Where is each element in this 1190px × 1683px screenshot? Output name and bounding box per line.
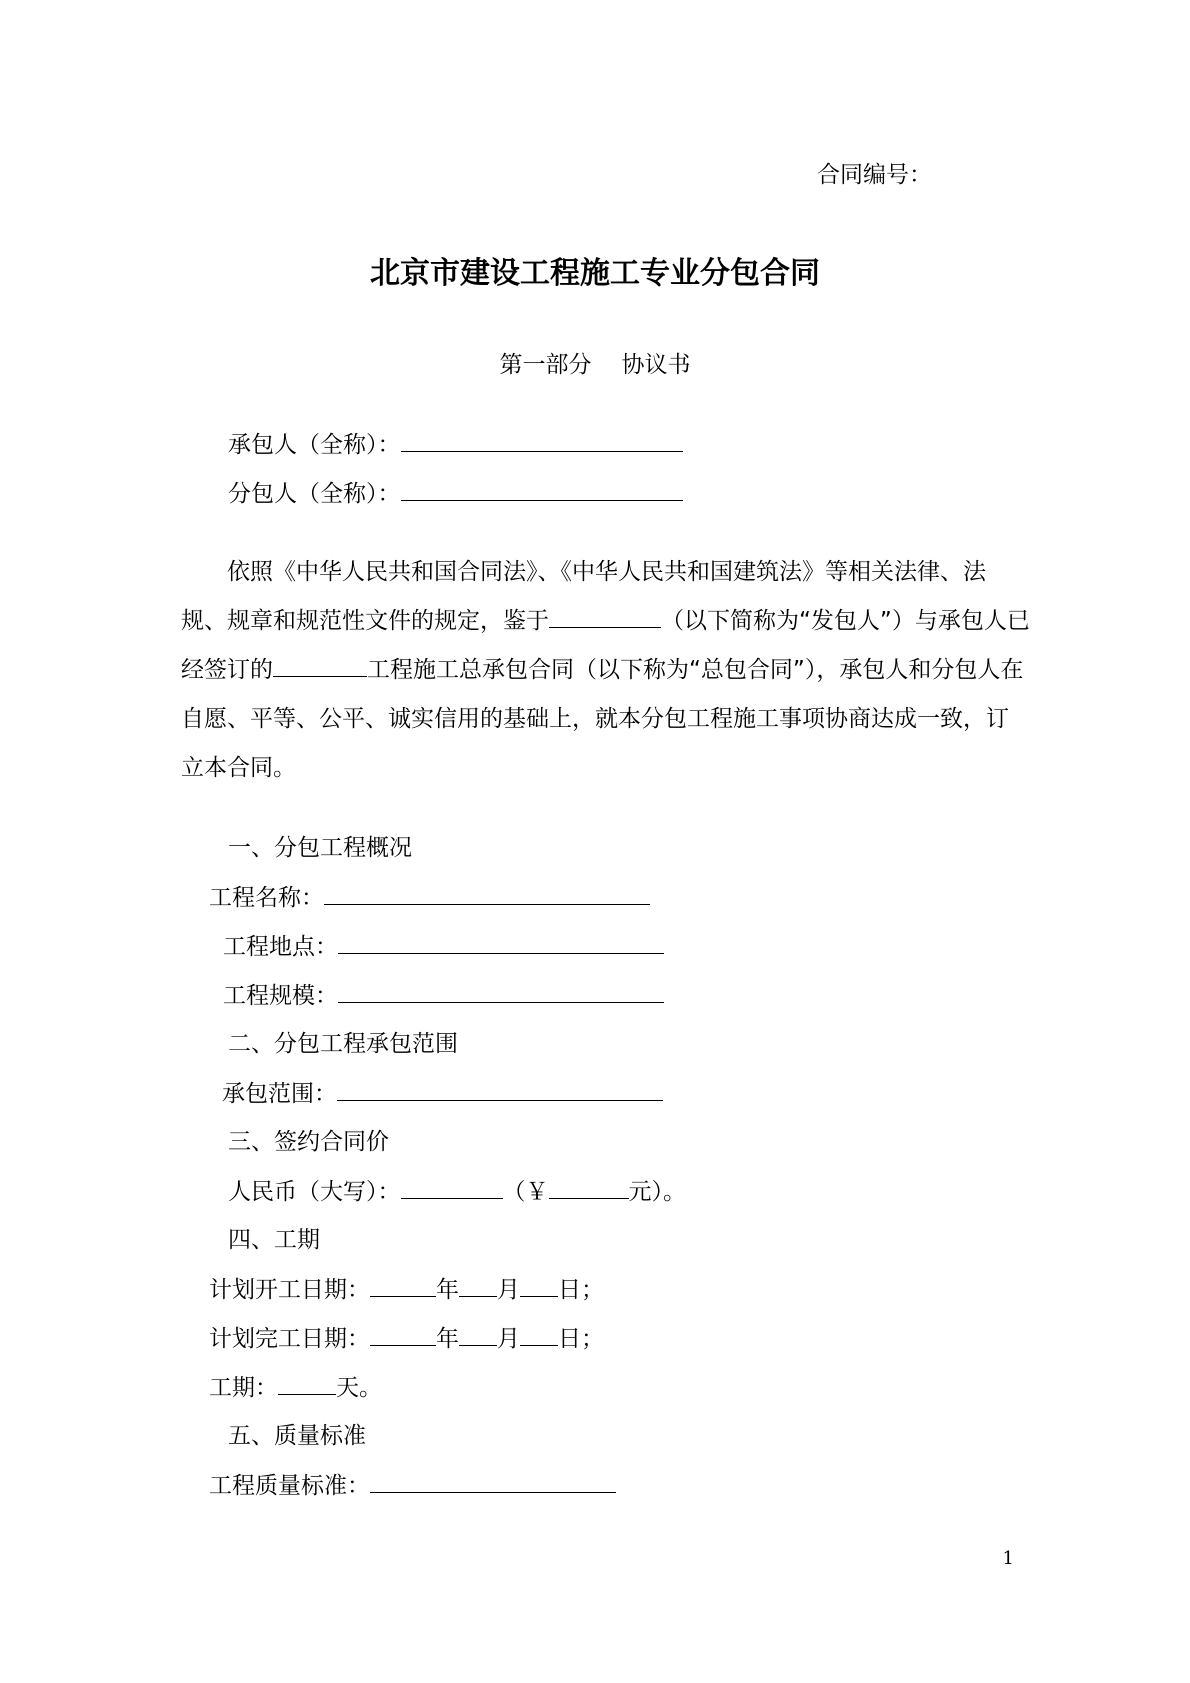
project-scale-blank[interactable] [338, 980, 664, 1003]
intro-text-3: 工程施工总承包合同（以下称为“总包合同”），承包人和分包人在自愿、平等、公平、诚实信用的基础上，就本分包工程施工事项协商达成一致，订立本合同。 [181, 657, 1024, 781]
end-month-blank[interactable] [459, 1323, 497, 1346]
day-label: 日； [558, 1326, 604, 1352]
planned-start-label: 计划开工日期： [209, 1277, 370, 1303]
page-number: 1 [1002, 1548, 1014, 1569]
planned-end-line [209, 1323, 604, 1354]
employer-name-blank[interactable] [549, 605, 661, 628]
contractor-name-blank[interactable] [401, 429, 683, 452]
start-month-blank[interactable] [459, 1274, 497, 1297]
rmb-label: 人民币（大写）： [228, 1179, 401, 1205]
intro-paragraph [181, 548, 1031, 793]
scope-blank[interactable] [337, 1078, 663, 1101]
duration-label: 工期： [209, 1375, 278, 1401]
quality-standard-blank[interactable] [370, 1470, 616, 1493]
project-scale-label: 工程规模： [223, 983, 338, 1009]
price-figure-blank[interactable] [549, 1176, 629, 1199]
end-day-blank[interactable] [520, 1323, 558, 1346]
project-location-blank[interactable] [338, 931, 664, 954]
general-contract-name-blank[interactable] [273, 654, 367, 677]
subcontractor-line [228, 478, 683, 509]
duration-days-blank[interactable] [278, 1372, 336, 1395]
project-location-label: 工程地点： [223, 934, 338, 960]
scope-line [222, 1078, 663, 1109]
part-heading [0, 350, 1190, 380]
subcontractor-name-blank[interactable] [401, 478, 683, 501]
section-3-heading: 三、签约合同价 [228, 1129, 389, 1155]
duration-line [209, 1372, 382, 1403]
project-scale-line [223, 980, 664, 1011]
contract-number-label: 合同编号： [817, 162, 932, 188]
end-year-blank[interactable] [370, 1323, 436, 1346]
document-title: 北京市建设工程施工专业分包合同 [370, 256, 820, 291]
month-label: 月 [497, 1326, 520, 1352]
section-5-heading: 五、质量标准 [228, 1423, 366, 1449]
section-2-heading: 二、分包工程承包范围 [228, 1031, 458, 1057]
contractor-label: 承包人（全称）： [228, 432, 401, 458]
intro-text-2: （以下简称为“发包人”）与承包人已经签订的 [181, 608, 1030, 683]
price-line [228, 1176, 686, 1207]
start-year-blank[interactable] [370, 1274, 436, 1297]
yen-open: （￥ [502, 1179, 549, 1205]
project-name-label: 工程名称： [209, 885, 324, 911]
subcontractor-label: 分包人（全称）： [228, 481, 401, 507]
start-day-blank[interactable] [520, 1274, 558, 1297]
days-label: 天。 [336, 1375, 382, 1401]
planned-end-label: 计划完工日期： [209, 1326, 370, 1352]
yuan-close: 元）。 [628, 1179, 686, 1205]
price-words-blank[interactable] [401, 1176, 503, 1199]
section-4-heading: 四、工期 [228, 1227, 320, 1253]
year-label: 年 [436, 1326, 459, 1352]
part-label: 第一部分 [499, 352, 592, 378]
project-name-blank[interactable] [324, 882, 650, 905]
project-location-line [223, 931, 664, 962]
month-label: 月 [497, 1277, 520, 1303]
section-1-heading: 一、分包工程概况 [228, 835, 412, 861]
year-label: 年 [436, 1277, 459, 1303]
intro-text-1: 依照《中华人民共和国合同法》、《中华人民共和国建筑法》等相关法律、法规、规章和规范性文件的规定，鉴于 [181, 559, 986, 634]
quality-standard-line [209, 1470, 616, 1501]
scope-label: 承包范围： [222, 1081, 337, 1107]
project-name-line [209, 882, 650, 913]
contractor-line [228, 429, 683, 460]
day-label: 日； [558, 1277, 604, 1303]
part-name: 协议书 [621, 352, 691, 378]
planned-start-line [209, 1274, 604, 1305]
quality-standard-label: 工程质量标准： [209, 1473, 370, 1499]
